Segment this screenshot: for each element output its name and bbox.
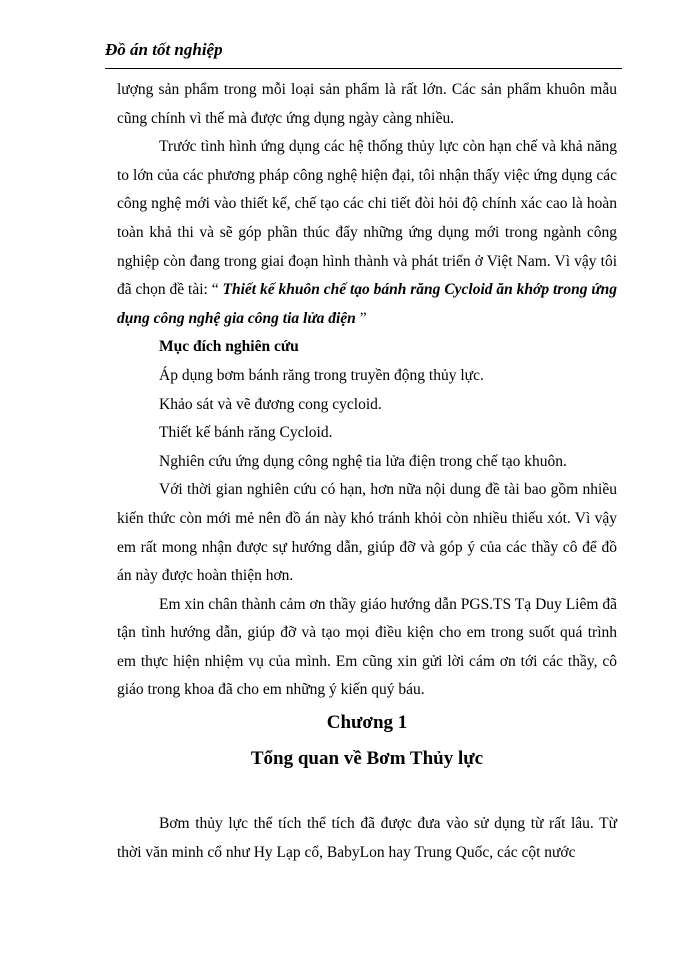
- motivation-text: Trước tình hình ứng dụng các hệ thống thủy lực còn hạn chế và khả năng to lớn của các phương pháp công nghệ hiện đại, tôi nhận thấy việc ứng dụng các công nghệ mới vào thiết kế, chế tạo các chi tiết đòi hỏi độ chính xác cao là hoàn toàn khả thi và sẽ góp phần thúc đẩy những ứng dụng mới trong ngành công nghiệp còn đang trong giai đoạn hình thành và phát triển ở Việt Nam. Vì vậy tôi đã chọn đề tài: “: [117, 138, 617, 299]
- purpose-item: Nghiên cứu ứng dụng công nghệ tia lửa điện trong chế tạo khuôn.: [159, 452, 567, 470]
- purpose-heading: Mục đích nghiên cứu: [159, 338, 299, 356]
- chapter-title: Tổng quan về Bơm Thủy lực: [250, 748, 484, 769]
- body-text: [117, 76, 617, 705]
- thesis-topic: Thiết kế khuôn chế tạo bánh răng Cycloid ăn khớp trong ứng dụng công nghệ gia công tia lửa điện: [117, 281, 617, 327]
- chapter-body-text: [117, 810, 617, 867]
- paragraph-limitations: Với thời gian nghiên cứu có hạn, hơn nữa nội dung đề tài bao gồm nhiều kiến thức còn mới mẻ nên đồ án này khó tránh khỏi còn nhiều thiếu xót. Vì vậy em rất mong nhận được sự hướng dẫn, giúp đỡ và góp ý của các thầy cô để đồ án này được hoàn thiện hơn.: [117, 481, 617, 585]
- purpose-item: Khảo sát và vẽ đương cong cycloid.: [159, 395, 382, 413]
- chapter-paragraph: Bơm thủy lực thể tích thể tích đã được đưa vào sử dụng từ rất lâu. Từ thời văn minh cổ như Hy Lạp cổ, BabyLon hay Trung Quốc, các cột nước: [117, 815, 617, 861]
- chapter-number: Chương 1: [326, 712, 408, 733]
- page-header: [105, 36, 622, 69]
- header-title: Đồ án tốt nghiệp: [105, 40, 223, 59]
- paragraph-motivation: [117, 133, 617, 333]
- purpose-item: Thiết kế bánh răng Cycloid.: [159, 424, 333, 442]
- paragraph-continuation: lượng sản phẩm trong mỗi loại sản phẩm là rất lớn. Các sản phẩm khuôn mẫu cũng chính vì thế mà được ứng dụng ngày càng nhiều.: [117, 81, 617, 127]
- paragraph-acknowledgement: Em xin chân thành cảm ơn thầy giáo hướng dẫn PGS.TS Tạ Duy Liêm đã tận tình hướng dẫn, giúp đỡ và tạo mọi điều kiện cho em trong suốt quá trình em thực hiện nhiệm vụ của mình. Em cũng xin gửi lời cám ơn tới các thầy, cô giáo trong khoa đã cho em những ý kiến quý báu.: [117, 595, 617, 699]
- quote-close: ”: [355, 309, 367, 327]
- purpose-item: Áp dụng bơm bánh răng trong truyền động thủy lực.: [159, 366, 484, 384]
